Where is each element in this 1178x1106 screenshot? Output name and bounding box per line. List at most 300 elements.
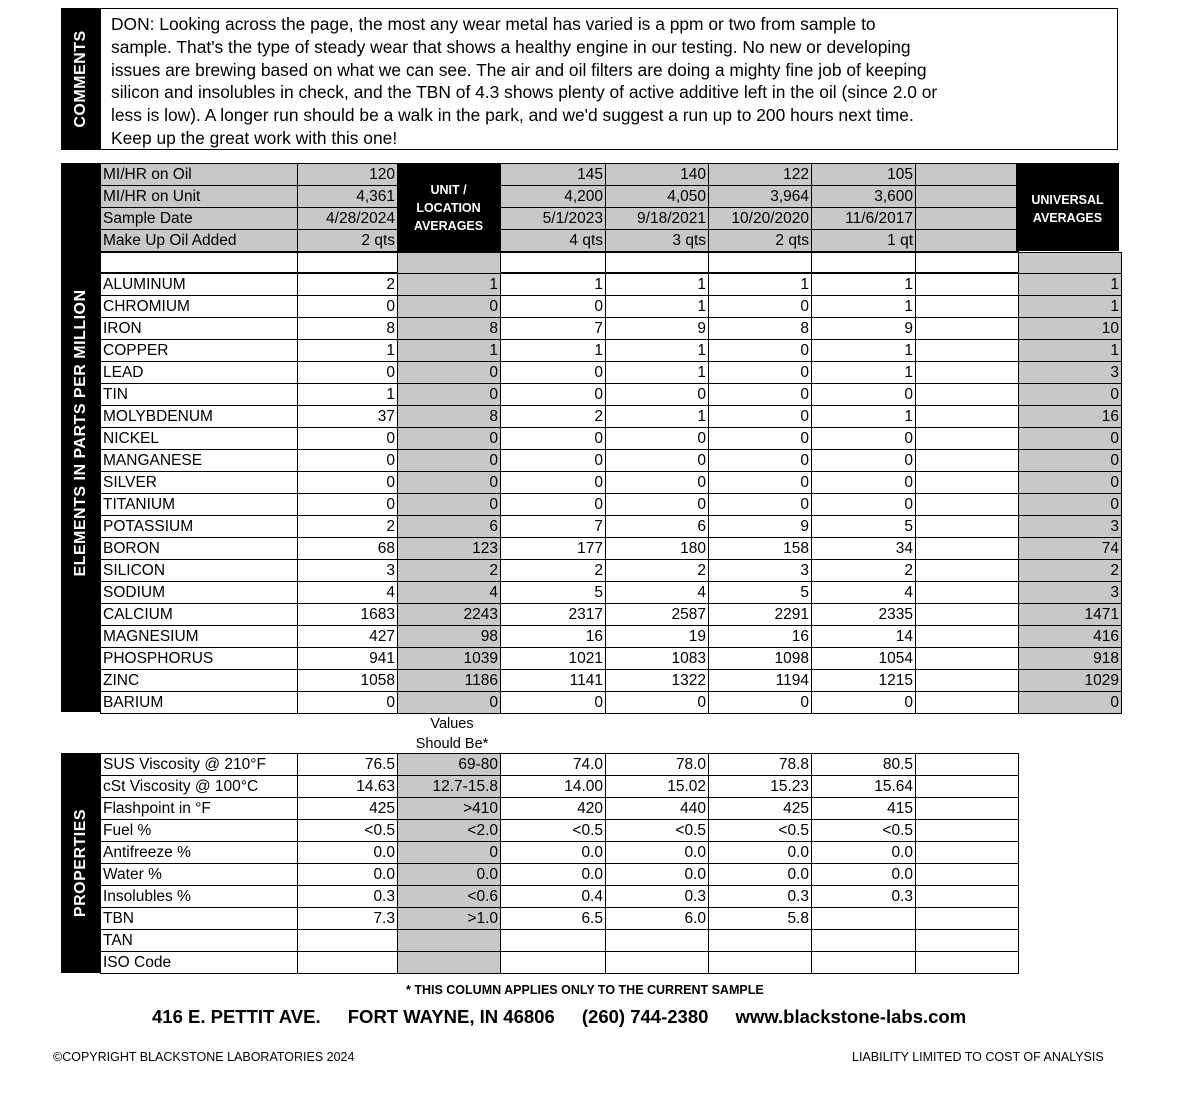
element-name: MOLYBDENUM	[101, 406, 298, 428]
element-value: 0	[501, 384, 606, 406]
value-cell: 15.23	[709, 776, 812, 798]
element-value: 2335	[812, 604, 916, 626]
element-value	[916, 362, 1019, 384]
element-value: 16	[501, 626, 606, 648]
element-name: MANGANESE	[101, 450, 298, 472]
property-row	[101, 820, 1019, 842]
sample-info-row	[101, 208, 1019, 230]
element-value	[916, 538, 1019, 560]
value-cell	[916, 820, 1019, 842]
element-value: 1058	[298, 670, 398, 692]
element-row	[101, 648, 1122, 670]
element-value: 1	[1019, 274, 1122, 296]
element-row	[101, 560, 1122, 582]
element-value: 0	[709, 362, 812, 384]
footnote: * THIS COLUMN APPLIES ONLY TO THE CURRENT SAMPLE	[406, 983, 764, 997]
value-cell	[916, 164, 1019, 186]
value-cell	[916, 952, 1019, 974]
element-value: 1471	[1019, 604, 1122, 626]
elements-table	[100, 252, 1122, 714]
element-value: 10	[1019, 318, 1122, 340]
element-value: 0	[501, 450, 606, 472]
unit-averages-label: UNIT / LOCATION AVERAGES	[413, 183, 484, 233]
element-name: SODIUM	[101, 582, 298, 604]
value-cell: 4,200	[501, 186, 606, 208]
element-value: 0	[1019, 494, 1122, 516]
element-value: 98	[398, 626, 501, 648]
value-cell: 425	[298, 798, 398, 820]
element-value	[916, 296, 1019, 318]
value-cell: 140	[606, 164, 709, 186]
value-cell: 3,964	[709, 186, 812, 208]
value-cell: 74.0	[501, 754, 606, 776]
element-value: 0	[298, 692, 398, 714]
value-cell: 0.3	[298, 886, 398, 908]
value-cell: <0.5	[298, 820, 398, 842]
element-value: 2317	[501, 604, 606, 626]
element-value: 0	[606, 450, 709, 472]
value-cell: >1.0	[398, 908, 501, 930]
element-row	[101, 604, 1122, 626]
value-cell: <0.5	[812, 820, 916, 842]
element-name: CALCIUM	[101, 604, 298, 626]
website-link[interactable]: www.blackstone-labs.com	[735, 1006, 967, 1027]
element-value: 1322	[606, 670, 709, 692]
value-cell	[709, 952, 812, 974]
values-should-be-label: Values Should Be*	[415, 716, 489, 752]
properties-label: PROPERTIES	[71, 808, 89, 918]
element-value	[916, 472, 1019, 494]
element-name: COPPER	[101, 340, 298, 362]
element-value: 1186	[398, 670, 501, 692]
element-value: 8	[298, 318, 398, 340]
element-value: 5	[709, 582, 812, 604]
sample-info-row	[101, 164, 1019, 186]
value-cell: 0.0	[812, 864, 916, 886]
properties-table	[100, 753, 1019, 974]
value-cell: 78.0	[606, 754, 709, 776]
element-value: 2243	[398, 604, 501, 626]
value-cell	[916, 230, 1019, 252]
value-cell: 5/1/2023	[501, 208, 606, 230]
value-cell: <0.6	[398, 886, 501, 908]
value-cell: 120	[298, 164, 398, 186]
value-cell: <0.5	[501, 820, 606, 842]
element-value: 0	[1019, 472, 1122, 494]
property-row	[101, 754, 1019, 776]
row-label: Antifreeze %	[101, 842, 298, 864]
element-value: 4	[606, 582, 709, 604]
element-value: 0	[298, 494, 398, 516]
value-cell	[916, 864, 1019, 886]
element-value: 9	[709, 516, 812, 538]
element-value: 1	[812, 340, 916, 362]
element-value: 1194	[709, 670, 812, 692]
element-value: 0	[398, 384, 501, 406]
row-label: Make Up Oil Added	[101, 230, 298, 252]
value-cell	[298, 952, 398, 974]
element-value: 0	[398, 428, 501, 450]
value-cell	[398, 930, 501, 952]
element-value	[916, 560, 1019, 582]
element-value: 1683	[298, 604, 398, 626]
element-value: 0	[501, 494, 606, 516]
element-value: 0	[298, 362, 398, 384]
value-cell: 9/18/2021	[606, 208, 709, 230]
value-cell	[812, 908, 916, 930]
element-value: 7	[501, 318, 606, 340]
element-value: 1083	[606, 648, 709, 670]
value-cell: 0.0	[606, 864, 709, 886]
element-value: 0	[606, 384, 709, 406]
comments-text	[111, 13, 1011, 150]
element-value: 0	[398, 296, 501, 318]
element-name: LEAD	[101, 362, 298, 384]
element-value: 2	[298, 274, 398, 296]
value-cell: 0.3	[709, 886, 812, 908]
value-cell: 122	[709, 164, 812, 186]
element-value: 8	[709, 318, 812, 340]
value-cell: 4/28/2024	[298, 208, 398, 230]
element-row	[101, 670, 1122, 692]
element-value: 1029	[1019, 670, 1122, 692]
element-value: 0	[501, 296, 606, 318]
value-cell: 2 qts	[709, 230, 812, 252]
value-cell: 6.5	[501, 908, 606, 930]
element-row	[101, 582, 1122, 604]
element-value: 1	[1019, 296, 1122, 318]
element-row	[101, 318, 1122, 340]
element-value: 8	[398, 406, 501, 428]
comment-line: silicon and insolubles in check, and the TBN of 4.3 shows plenty of active additive left in the oil (since 2.0 or	[111, 82, 938, 103]
sample-info-row	[101, 186, 1019, 208]
value-cell	[916, 776, 1019, 798]
element-value: 918	[1019, 648, 1122, 670]
row-label: SUS Viscosity @ 210°F	[101, 754, 298, 776]
element-value: 3	[709, 560, 812, 582]
element-value: 1215	[812, 670, 916, 692]
comment-line: DON: Looking across the page, the most any wear metal has varied is a ppm or two from sample to	[111, 14, 876, 34]
row-label: Fuel %	[101, 820, 298, 842]
value-cell	[916, 886, 1019, 908]
element-value: 3	[298, 560, 398, 582]
row-label: cSt Viscosity @ 100°C	[101, 776, 298, 798]
value-cell: 3,600	[812, 186, 916, 208]
element-value: 9	[606, 318, 709, 340]
footer-address	[152, 1006, 988, 1028]
element-value: 16	[709, 626, 812, 648]
element-value: 6	[606, 516, 709, 538]
value-cell: 415	[812, 798, 916, 820]
element-value: 0	[398, 450, 501, 472]
copyright: ©COPYRIGHT BLACKSTONE LABORATORIES 2024	[53, 1050, 355, 1064]
value-cell	[916, 930, 1019, 952]
value-cell: 80.5	[812, 754, 916, 776]
element-value: 1	[398, 274, 501, 296]
element-value: 0	[812, 450, 916, 472]
element-value: 3	[1019, 582, 1122, 604]
element-value: 0	[1019, 692, 1122, 714]
comment-line: issues are brewing based on what we can see. The air and oil filters are doing a mighty fine job of keeping	[111, 59, 927, 80]
element-row	[101, 296, 1122, 318]
element-value: 34	[812, 538, 916, 560]
row-label: MI/HR on Unit	[101, 186, 298, 208]
element-value: 2	[812, 560, 916, 582]
element-value: 177	[501, 538, 606, 560]
element-value: 5	[812, 516, 916, 538]
value-cell: 0.0	[501, 864, 606, 886]
element-value: 0	[398, 472, 501, 494]
element-row	[101, 538, 1122, 560]
value-cell	[916, 186, 1019, 208]
value-cell: 15.64	[812, 776, 916, 798]
element-name: TITANIUM	[101, 494, 298, 516]
element-value: 2	[398, 560, 501, 582]
element-value: 7	[501, 516, 606, 538]
value-cell	[709, 930, 812, 952]
element-value: 2	[501, 406, 606, 428]
value-cell: 78.8	[709, 754, 812, 776]
value-cell: 0	[398, 842, 501, 864]
element-value: 16	[1019, 406, 1122, 428]
value-cell: <0.5	[606, 820, 709, 842]
element-value: 6	[398, 516, 501, 538]
element-value	[916, 604, 1019, 626]
value-cell	[916, 908, 1019, 930]
element-value: 1	[501, 340, 606, 362]
element-value: 0	[298, 428, 398, 450]
element-row	[101, 428, 1122, 450]
element-value: 2	[501, 560, 606, 582]
element-value	[916, 406, 1019, 428]
phone: (260) 744-2380	[581, 1006, 709, 1027]
element-value: 1	[1019, 340, 1122, 362]
value-cell: 2 qts	[298, 230, 398, 252]
element-value	[916, 582, 1019, 604]
row-label: ISO Code	[101, 952, 298, 974]
value-cell: 105	[812, 164, 916, 186]
element-name: POTASSIUM	[101, 516, 298, 538]
row-label: TAN	[101, 930, 298, 952]
row-label: Flashpoint in °F	[101, 798, 298, 820]
value-cell: >410	[398, 798, 501, 820]
element-value: 2291	[709, 604, 812, 626]
property-row	[101, 908, 1019, 930]
element-value	[916, 648, 1019, 670]
element-value: 0	[709, 296, 812, 318]
element-value: 0	[709, 406, 812, 428]
element-row	[101, 626, 1122, 648]
element-value: 1021	[501, 648, 606, 670]
element-value: 1	[298, 340, 398, 362]
value-cell: 4,361	[298, 186, 398, 208]
value-cell: 0.0	[298, 842, 398, 864]
element-value: 0	[812, 494, 916, 516]
element-name: BARIUM	[101, 692, 298, 714]
element-value: 0	[709, 450, 812, 472]
element-value: 0	[606, 692, 709, 714]
element-value: 0	[709, 692, 812, 714]
element-value: 74	[1019, 538, 1122, 560]
element-value: 180	[606, 538, 709, 560]
property-row	[101, 952, 1019, 974]
element-value: 0	[398, 362, 501, 384]
element-name: MAGNESIUM	[101, 626, 298, 648]
element-row	[101, 274, 1122, 296]
comments-sidebar	[61, 8, 100, 150]
element-value: 123	[398, 538, 501, 560]
element-row	[101, 516, 1122, 538]
element-row	[101, 362, 1122, 384]
element-value: 0	[709, 340, 812, 362]
element-value: 1	[812, 296, 916, 318]
comments-label: COMMENTS	[71, 30, 89, 128]
sample-info-row	[101, 230, 1019, 252]
element-value: 941	[298, 648, 398, 670]
properties-sidebar	[61, 753, 100, 973]
element-name: CHROMIUM	[101, 296, 298, 318]
element-value: 1	[812, 274, 916, 296]
value-cell: 0.0	[606, 842, 709, 864]
element-value: 1	[606, 296, 709, 318]
property-row	[101, 864, 1019, 886]
comment-line: sample. That's the type of steady wear that shows a healthy engine in our testing. No new or developing	[111, 36, 911, 57]
element-name: BORON	[101, 538, 298, 560]
address: 416 E. PETTIT AVE.	[152, 1006, 321, 1027]
element-value: 19	[606, 626, 709, 648]
element-value: 1	[606, 274, 709, 296]
element-value: 416	[1019, 626, 1122, 648]
element-value: 37	[298, 406, 398, 428]
value-cell: 0.3	[812, 886, 916, 908]
value-cell: 0.0	[709, 864, 812, 886]
element-value: 1	[812, 406, 916, 428]
value-cell: 0.0	[501, 842, 606, 864]
element-value: 0	[398, 692, 501, 714]
value-cell	[606, 952, 709, 974]
value-cell: 15.02	[606, 776, 709, 798]
element-row	[101, 450, 1122, 472]
element-value: 1	[298, 384, 398, 406]
row-label: TBN	[101, 908, 298, 930]
element-value: 3	[1019, 362, 1122, 384]
value-cell: 12.7-15.8	[398, 776, 501, 798]
element-value: 1	[398, 340, 501, 362]
value-cell: 425	[709, 798, 812, 820]
element-value	[916, 450, 1019, 472]
element-value	[916, 516, 1019, 538]
element-value: 1	[606, 340, 709, 362]
element-value: 2	[606, 560, 709, 582]
element-row	[101, 692, 1122, 714]
value-cell: 76.5	[298, 754, 398, 776]
element-value: 0	[709, 494, 812, 516]
value-cell: 1 qt	[812, 230, 916, 252]
element-value: 1	[606, 362, 709, 384]
element-name: TIN	[101, 384, 298, 406]
element-value: 1054	[812, 648, 916, 670]
element-value: 0	[606, 472, 709, 494]
element-value: 0	[398, 494, 501, 516]
value-cell: 11/6/2017	[812, 208, 916, 230]
element-value: 0	[501, 362, 606, 384]
element-value: 4	[298, 582, 398, 604]
element-value: 1098	[709, 648, 812, 670]
value-cell	[916, 754, 1019, 776]
element-value: 1	[709, 274, 812, 296]
element-value: 1	[812, 362, 916, 384]
element-value: 0	[501, 692, 606, 714]
value-cell	[812, 930, 916, 952]
elements-sidebar	[61, 163, 100, 712]
value-cell	[398, 952, 501, 974]
element-value	[916, 494, 1019, 516]
value-cell: 420	[501, 798, 606, 820]
element-value: 14	[812, 626, 916, 648]
city: FORT WAYNE, IN 46806	[347, 1006, 555, 1027]
element-value	[916, 340, 1019, 362]
value-cell: 5.8	[709, 908, 812, 930]
row-label: Insolubles %	[101, 886, 298, 908]
property-row	[101, 886, 1019, 908]
element-value: 427	[298, 626, 398, 648]
element-value	[916, 670, 1019, 692]
value-cell: 0.0	[398, 864, 501, 886]
element-row	[101, 340, 1122, 362]
value-cell	[916, 842, 1019, 864]
value-cell: 14.00	[501, 776, 606, 798]
comment-line: Keep up the great work with this one!	[111, 127, 398, 148]
element-value	[916, 428, 1019, 450]
element-value: 0	[298, 450, 398, 472]
element-value	[916, 692, 1019, 714]
element-name: PHOSPHORUS	[101, 648, 298, 670]
element-value: 9	[812, 318, 916, 340]
value-cell	[298, 930, 398, 952]
element-value: 0	[298, 296, 398, 318]
element-name: SILVER	[101, 472, 298, 494]
element-value: 0	[812, 692, 916, 714]
comments-box	[100, 8, 1118, 150]
element-value: 0	[709, 428, 812, 450]
value-cell: <2.0	[398, 820, 501, 842]
element-value: 1141	[501, 670, 606, 692]
element-value: 1	[606, 406, 709, 428]
element-value	[916, 274, 1019, 296]
value-cell: 6.0	[606, 908, 709, 930]
value-cell	[812, 952, 916, 974]
element-row	[101, 494, 1122, 516]
element-name: ALUMINUM	[101, 274, 298, 296]
element-value: 0	[298, 472, 398, 494]
element-value: 4	[812, 582, 916, 604]
element-value: 0	[812, 428, 916, 450]
universal-averages-label: UNIVERSAL AVERAGES	[1031, 193, 1104, 225]
element-name: IRON	[101, 318, 298, 340]
elements-label: ELEMENTS IN PARTS PER MILLION	[71, 289, 89, 577]
element-value: 0	[709, 384, 812, 406]
element-value: 0	[709, 472, 812, 494]
element-value: 0	[606, 494, 709, 516]
element-value	[916, 626, 1019, 648]
element-value: 2	[298, 516, 398, 538]
value-cell: 69-80	[398, 754, 501, 776]
element-value: 8	[398, 318, 501, 340]
value-cell: 7.3	[298, 908, 398, 930]
element-value: 0	[501, 428, 606, 450]
element-value: 1039	[398, 648, 501, 670]
property-row	[101, 798, 1019, 820]
